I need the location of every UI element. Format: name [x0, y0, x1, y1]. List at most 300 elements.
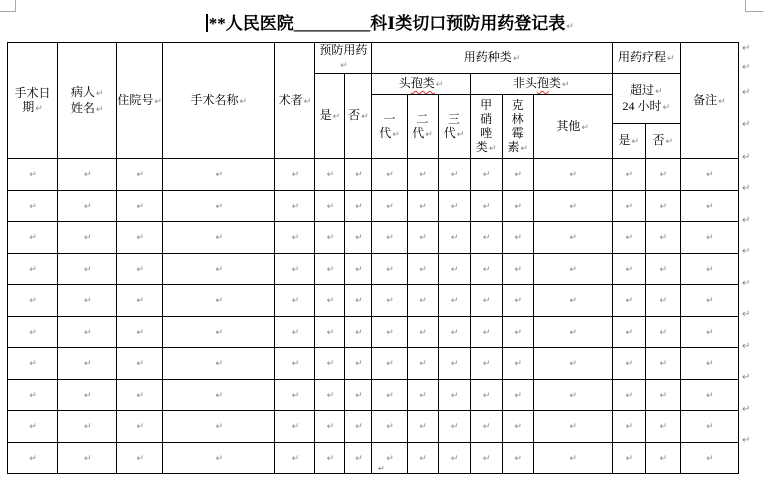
paragraph-mark: ↵ — [215, 453, 224, 464]
table-body — [8, 159, 739, 474]
empty-cell[interactable] — [345, 190, 372, 222]
empty-cell[interactable] — [117, 316, 163, 348]
empty-cell[interactable] — [407, 442, 438, 474]
empty-cell[interactable] — [680, 285, 738, 317]
empty-cell[interactable] — [470, 222, 502, 254]
paragraph-mark: ↵ — [659, 453, 668, 464]
header-surgery-date: 手术日 期↵ — [8, 43, 58, 159]
paragraph-mark: ↵ — [625, 201, 633, 212]
empty-cell[interactable] — [502, 379, 533, 411]
header-cephalosporin: 头孢类↵ — [372, 74, 470, 95]
empty-cell[interactable] — [315, 190, 345, 222]
empty-cell[interactable] — [275, 253, 315, 285]
empty-cell[interactable] — [438, 253, 470, 285]
empty-cell[interactable] — [58, 442, 117, 474]
empty-cell[interactable] — [117, 411, 163, 443]
empty-cell[interactable] — [438, 442, 470, 474]
paragraph-mark: ↵ — [340, 61, 348, 71]
header-prophylaxis-no: 否↵ — [345, 74, 372, 159]
empty-cell[interactable] — [8, 222, 58, 254]
paragraph-mark: ↵ — [29, 201, 37, 212]
empty-cell[interactable] — [58, 411, 117, 443]
empty-cell[interactable] — [163, 411, 275, 443]
empty-cell[interactable] — [372, 190, 407, 222]
paragraph-mark: ↵ — [520, 143, 528, 154]
empty-cell[interactable] — [645, 348, 680, 380]
table-row — [8, 253, 739, 285]
empty-cell[interactable] — [645, 285, 680, 317]
paragraph-mark: ↵ — [239, 96, 248, 107]
empty-cell[interactable] — [612, 190, 645, 222]
paragraph-mark: ↵ — [83, 359, 92, 370]
empty-cell[interactable] — [502, 159, 533, 191]
paragraph-mark: ↵ — [136, 201, 144, 212]
row-end-mark: ↵ — [742, 214, 751, 226]
paragraph-mark: ↵ — [291, 264, 300, 275]
paragraph-mark: ↵ — [29, 390, 37, 401]
empty-cell[interactable] — [8, 411, 58, 443]
empty-cell[interactable] — [680, 316, 738, 348]
empty-cell[interactable] — [533, 348, 612, 380]
paragraph-mark: ↵ — [326, 327, 335, 338]
header-gen3: 三 代↵ — [438, 95, 470, 159]
empty-cell[interactable] — [470, 411, 502, 443]
empty-cell[interactable] — [645, 379, 680, 411]
paragraph-mark: ↵ — [326, 453, 335, 464]
paragraph-mark: ↵ — [514, 327, 522, 338]
paragraph-mark: ↵ — [136, 296, 144, 307]
empty-cell[interactable] — [407, 159, 438, 191]
paragraph-mark: ↵ — [706, 201, 714, 212]
paragraph-mark: ↵ — [215, 359, 224, 370]
paragraph-mark: ↵ — [136, 170, 144, 181]
empty-cell[interactable] — [8, 285, 58, 317]
empty-cell[interactable] — [8, 253, 58, 285]
empty-cell[interactable] — [502, 190, 533, 222]
paragraph-mark: ↵ — [355, 264, 363, 275]
empty-cell[interactable] — [315, 411, 345, 443]
empty-cell[interactable] — [345, 348, 372, 380]
empty-cell[interactable] — [612, 379, 645, 411]
empty-cell[interactable] — [612, 442, 645, 474]
paragraph-mark: ↵ — [514, 453, 522, 464]
empty-cell[interactable] — [645, 316, 680, 348]
paragraph-mark: ↵ — [386, 359, 394, 370]
paragraph-mark: ↵ — [514, 359, 522, 370]
paragraph-mark: ↵ — [631, 137, 640, 147]
paragraph-mark: ↵ — [326, 422, 335, 433]
empty-cell[interactable] — [345, 285, 372, 317]
paragraph-mark: ↵ — [625, 170, 633, 181]
empty-cell[interactable] — [680, 222, 738, 254]
empty-cell[interactable] — [407, 316, 438, 348]
empty-cell[interactable] — [533, 222, 612, 254]
empty-cell[interactable] — [612, 348, 645, 380]
paragraph-mark: ↵ — [154, 96, 162, 107]
empty-cell[interactable] — [612, 285, 645, 317]
empty-cell[interactable] — [117, 348, 163, 380]
paragraph-mark: ↵ — [659, 327, 668, 338]
empty-cell[interactable] — [345, 253, 372, 285]
empty-cell[interactable] — [275, 348, 315, 380]
paragraph-mark: ↵ — [450, 264, 459, 275]
paragraph-mark: ↵ — [659, 422, 668, 433]
empty-cell[interactable] — [372, 159, 407, 191]
paragraph-mark: ↵ — [569, 453, 577, 464]
empty-cell[interactable] — [58, 190, 117, 222]
paragraph-mark: ↵ — [215, 264, 224, 275]
empty-cell[interactable] — [8, 348, 58, 380]
paragraph-mark: ↵ — [215, 170, 224, 181]
empty-cell[interactable] — [645, 159, 680, 191]
empty-cell[interactable] — [470, 316, 502, 348]
empty-cell[interactable] — [645, 411, 680, 443]
header-prophylaxis-yes: 是↵ — [315, 74, 345, 159]
empty-cell[interactable] — [645, 253, 680, 285]
header-non-cephalosporin: 非头孢类↵ — [470, 74, 612, 95]
empty-cell[interactable] — [680, 159, 738, 191]
empty-cell[interactable] — [8, 442, 58, 474]
paragraph-mark: ↵ — [569, 296, 577, 307]
empty-cell[interactable] — [58, 316, 117, 348]
empty-cell[interactable] — [117, 190, 163, 222]
empty-cell[interactable] — [275, 411, 315, 443]
empty-cell[interactable] — [645, 190, 680, 222]
empty-cell[interactable] — [680, 190, 738, 222]
empty-cell[interactable] — [58, 159, 117, 191]
empty-cell[interactable] — [345, 379, 372, 411]
empty-cell[interactable] — [680, 379, 738, 411]
empty-cell[interactable] — [8, 379, 58, 411]
empty-cell[interactable] — [680, 442, 738, 474]
empty-cell[interactable] — [275, 379, 315, 411]
empty-cell[interactable] — [117, 253, 163, 285]
empty-cell[interactable] — [680, 411, 738, 443]
paragraph-mark: ↵ — [450, 453, 459, 464]
paragraph-mark: ↵ — [488, 143, 497, 154]
paragraph-mark: ↵ — [659, 390, 668, 401]
empty-cell[interactable] — [502, 285, 533, 317]
empty-cell[interactable] — [533, 316, 612, 348]
empty-cell[interactable] — [275, 190, 315, 222]
empty-cell[interactable] — [345, 222, 372, 254]
header-surgeon: 术者↵ — [275, 43, 315, 159]
empty-cell[interactable] — [345, 442, 372, 474]
empty-cell[interactable] — [438, 285, 470, 317]
paragraph-mark: ↵ — [482, 327, 491, 338]
row-end-mark: ↵ — [742, 183, 751, 195]
empty-cell[interactable] — [275, 442, 315, 474]
empty-cell[interactable] — [470, 442, 502, 474]
empty-cell[interactable] — [275, 159, 315, 191]
paragraph-mark: ↵ — [514, 422, 522, 433]
empty-cell[interactable] — [163, 285, 275, 317]
paragraph-mark: ↵ — [136, 453, 144, 464]
empty-cell[interactable] — [58, 222, 117, 254]
empty-cell[interactable] — [315, 348, 345, 380]
empty-cell[interactable] — [163, 253, 275, 285]
empty-cell[interactable] — [407, 285, 438, 317]
paragraph-mark: ↵ — [83, 201, 92, 212]
paragraph-mark: ↵ — [291, 327, 300, 338]
paragraph-mark: ↵ — [482, 359, 491, 370]
empty-cell[interactable] — [345, 411, 372, 443]
empty-cell[interactable] — [163, 222, 275, 254]
paragraph-mark: ↵ — [136, 422, 144, 433]
paragraph-mark: ↵ — [419, 201, 427, 212]
empty-cell[interactable] — [58, 379, 117, 411]
paragraph-mark: ↵ — [662, 102, 671, 113]
paragraph-mark: ↵ — [625, 327, 633, 338]
paragraph-mark: ↵ — [378, 464, 385, 473]
paragraph-mark: ↵ — [625, 264, 633, 275]
row-end-mark: ↵ — [742, 151, 751, 163]
empty-cell[interactable] — [533, 379, 612, 411]
paragraph-mark: ↵ — [482, 201, 491, 212]
empty-cell[interactable] — [8, 316, 58, 348]
paragraph-mark: ↵ — [215, 327, 224, 338]
paragraph-mark: ↵ — [514, 233, 522, 244]
empty-cell[interactable] — [438, 348, 470, 380]
paragraph-mark: ↵ — [303, 96, 312, 107]
empty-cell[interactable] — [502, 222, 533, 254]
empty-cell[interactable] — [470, 253, 502, 285]
empty-cell[interactable] — [612, 222, 645, 254]
empty-cell[interactable] — [315, 253, 345, 285]
empty-cell[interactable] — [8, 159, 58, 191]
paragraph-mark: ↵ — [514, 201, 522, 212]
empty-cell[interactable] — [315, 379, 345, 411]
paragraph-mark: ↵ — [625, 453, 633, 464]
empty-cell[interactable] — [345, 316, 372, 348]
empty-cell[interactable] — [8, 190, 58, 222]
empty-cell[interactable] — [470, 159, 502, 191]
paragraph-mark: ↵ — [83, 170, 92, 181]
empty-cell[interactable] — [163, 159, 275, 191]
header-course: 用药疗程↵ — [612, 43, 680, 74]
paragraph-mark: ↵ — [706, 390, 714, 401]
empty-cell[interactable] — [372, 285, 407, 317]
empty-cell[interactable] — [58, 253, 117, 285]
empty-cell[interactable] — [502, 253, 533, 285]
paragraph-mark: ↵ — [83, 264, 92, 275]
empty-cell[interactable] — [533, 190, 612, 222]
paragraph-mark: ↵ — [659, 296, 668, 307]
paragraph-mark: ↵ — [326, 233, 335, 244]
paragraph-mark: ↵ — [569, 359, 577, 370]
paragraph-mark: ↵ — [35, 103, 43, 114]
paragraph-mark: ↵ — [215, 201, 224, 212]
empty-cell[interactable] — [533, 159, 612, 191]
empty-cell[interactable] — [315, 285, 345, 317]
header-gen2: 二 代↵ — [407, 95, 438, 159]
title-suffix: 科Ⅰ类切口预防用药登记表 — [370, 14, 566, 33]
table-row — [8, 442, 739, 474]
empty-cell[interactable] — [533, 253, 612, 285]
empty-cell[interactable] — [163, 442, 275, 474]
empty-cell[interactable] — [117, 442, 163, 474]
empty-cell[interactable] — [533, 442, 612, 474]
paragraph-mark: ↵ — [355, 359, 363, 370]
empty-cell[interactable] — [438, 222, 470, 254]
table-row — [8, 316, 739, 348]
title-blank-line[interactable]: _________ — [293, 14, 371, 33]
paragraph-mark: ↵ — [666, 54, 675, 64]
empty-cell[interactable] — [372, 379, 407, 411]
table-row — [8, 159, 739, 191]
paragraph-mark: ↵ — [332, 112, 341, 122]
row-end-mark: ↵ — [742, 118, 751, 130]
paragraph-mark: ↵ — [569, 422, 577, 433]
empty-cell[interactable] — [470, 379, 502, 411]
empty-cell[interactable] — [315, 222, 345, 254]
empty-cell[interactable] — [372, 316, 407, 348]
empty-cell[interactable] — [372, 222, 407, 254]
header-surgery-name: 手术名称↵ — [163, 43, 275, 159]
paragraph-mark: ↵ — [654, 86, 663, 97]
empty-cell[interactable] — [438, 411, 470, 443]
row-end-mark: ↵ — [742, 246, 751, 258]
paragraph-mark: ↵ — [291, 233, 300, 244]
paragraph-mark: ↵ — [569, 264, 577, 275]
empty-cell[interactable] — [407, 348, 438, 380]
empty-cell[interactable] — [407, 190, 438, 222]
empty-cell[interactable] — [680, 348, 738, 380]
paragraph-mark: ↵ — [136, 390, 144, 401]
header-course-no: 否↵ — [645, 124, 680, 159]
header-prophylaxis: 预防用药↵ — [315, 43, 372, 74]
empty-cell[interactable] — [438, 159, 470, 191]
empty-cell[interactable] — [315, 442, 345, 474]
empty-cell[interactable] — [407, 411, 438, 443]
paragraph-mark: ↵ — [326, 201, 335, 212]
empty-cell[interactable] — [275, 285, 315, 317]
paragraph-mark: ↵ — [706, 233, 714, 244]
paragraph-mark: ↵ — [386, 422, 394, 433]
table-row — [8, 285, 739, 317]
paragraph-mark: ↵ — [291, 296, 300, 307]
paragraph-mark: ↵ — [291, 359, 300, 370]
paragraph-mark: ↵ — [625, 390, 633, 401]
paragraph-mark: ↵ — [29, 453, 37, 464]
empty-cell[interactable] — [502, 348, 533, 380]
empty-cell[interactable] — [470, 285, 502, 317]
empty-cell[interactable] — [612, 316, 645, 348]
paragraph-mark: ↵ — [291, 422, 300, 433]
empty-cell[interactable] — [163, 379, 275, 411]
header-admission-no: 住院号↵ — [117, 43, 163, 159]
paragraph-mark: ↵ — [482, 453, 491, 464]
empty-cell[interactable] — [372, 348, 407, 380]
paragraph-mark: ↵ — [386, 264, 394, 275]
empty-cell[interactable] — [163, 316, 275, 348]
empty-cell[interactable] — [117, 285, 163, 317]
paragraph-mark: ↵ — [456, 129, 465, 140]
empty-cell[interactable] — [612, 159, 645, 191]
empty-cell[interactable] — [58, 348, 117, 380]
paragraph-mark: ↵ — [419, 233, 427, 244]
empty-cell[interactable] — [58, 285, 117, 317]
paragraph-mark: ↵ — [659, 233, 668, 244]
paragraph-mark: ↵ — [659, 201, 668, 212]
empty-cell[interactable] — [438, 190, 470, 222]
paragraph-mark: ↵ — [419, 422, 427, 433]
paragraph-mark: ↵ — [355, 201, 363, 212]
paragraph-mark: ↵ — [355, 296, 363, 307]
paragraph-mark: ↵ — [29, 327, 37, 338]
paragraph-mark: ↵ — [386, 170, 394, 181]
empty-cell[interactable] — [533, 411, 612, 443]
paragraph-mark: ↵ — [29, 296, 37, 307]
paragraph-mark: ↵ — [569, 170, 577, 181]
empty-cell[interactable] — [533, 285, 612, 317]
document-title — [0, 9, 780, 34]
empty-cell[interactable] — [645, 222, 680, 254]
empty-cell[interactable] — [502, 316, 533, 348]
empty-cell[interactable] — [117, 159, 163, 191]
empty-cell[interactable] — [438, 379, 470, 411]
paragraph-mark: ↵ — [29, 422, 37, 433]
paragraph-mark: ↵ — [659, 264, 668, 275]
paragraph-mark: ↵ — [355, 422, 363, 433]
paragraph-mark: ↵ — [482, 296, 491, 307]
empty-cell[interactable] — [407, 253, 438, 285]
paragraph-mark: ↵ — [569, 201, 577, 212]
empty-cell[interactable] — [407, 379, 438, 411]
empty-cell[interactable] — [275, 222, 315, 254]
paragraph-mark: ↵ — [386, 390, 394, 401]
empty-cell[interactable] — [680, 253, 738, 285]
empty-cell[interactable] — [502, 442, 533, 474]
paragraph-mark: ↵ — [514, 170, 522, 181]
empty-cell[interactable] — [645, 442, 680, 474]
paragraph-mark: ↵ — [450, 170, 459, 181]
paragraph-mark: ↵ — [450, 327, 459, 338]
empty-cell[interactable] — [315, 159, 345, 191]
empty-cell[interactable] — [117, 222, 163, 254]
paragraph-mark: ↵ — [425, 129, 433, 140]
header-over-24h: 超过↵ 24 小时↵ — [612, 74, 680, 124]
empty-cell[interactable] — [372, 253, 407, 285]
paragraph-mark: ↵ — [561, 80, 570, 90]
empty-cell[interactable] — [470, 348, 502, 380]
empty-cell[interactable] — [470, 190, 502, 222]
empty-cell[interactable] — [612, 253, 645, 285]
paragraph-mark: ↵ — [581, 122, 589, 133]
paragraph-mark: ↵ — [450, 422, 459, 433]
empty-cell[interactable] — [372, 411, 407, 443]
empty-cell[interactable] — [315, 316, 345, 348]
paragraph-mark: ↵ — [659, 170, 668, 181]
empty-cell[interactable] — [407, 222, 438, 254]
empty-cell[interactable] — [275, 316, 315, 348]
empty-cell[interactable] — [502, 411, 533, 443]
paragraph-mark: ↵ — [95, 88, 104, 99]
paragraph-mark: ↵ — [326, 359, 335, 370]
empty-cell[interactable] — [163, 348, 275, 380]
paragraph-mark: ↵ — [566, 22, 574, 32]
empty-cell[interactable] — [612, 411, 645, 443]
empty-cell[interactable] — [117, 379, 163, 411]
empty-cell[interactable] — [163, 190, 275, 222]
empty-cell[interactable] — [438, 316, 470, 348]
empty-cell[interactable] — [345, 159, 372, 191]
row-end-mark: ↵ — [742, 403, 751, 415]
paragraph-mark: ↵ — [419, 327, 427, 338]
header-other: 其他↵ — [533, 95, 612, 159]
paragraph-mark: ↵ — [291, 453, 300, 464]
paragraph-mark: ↵ — [665, 137, 674, 147]
